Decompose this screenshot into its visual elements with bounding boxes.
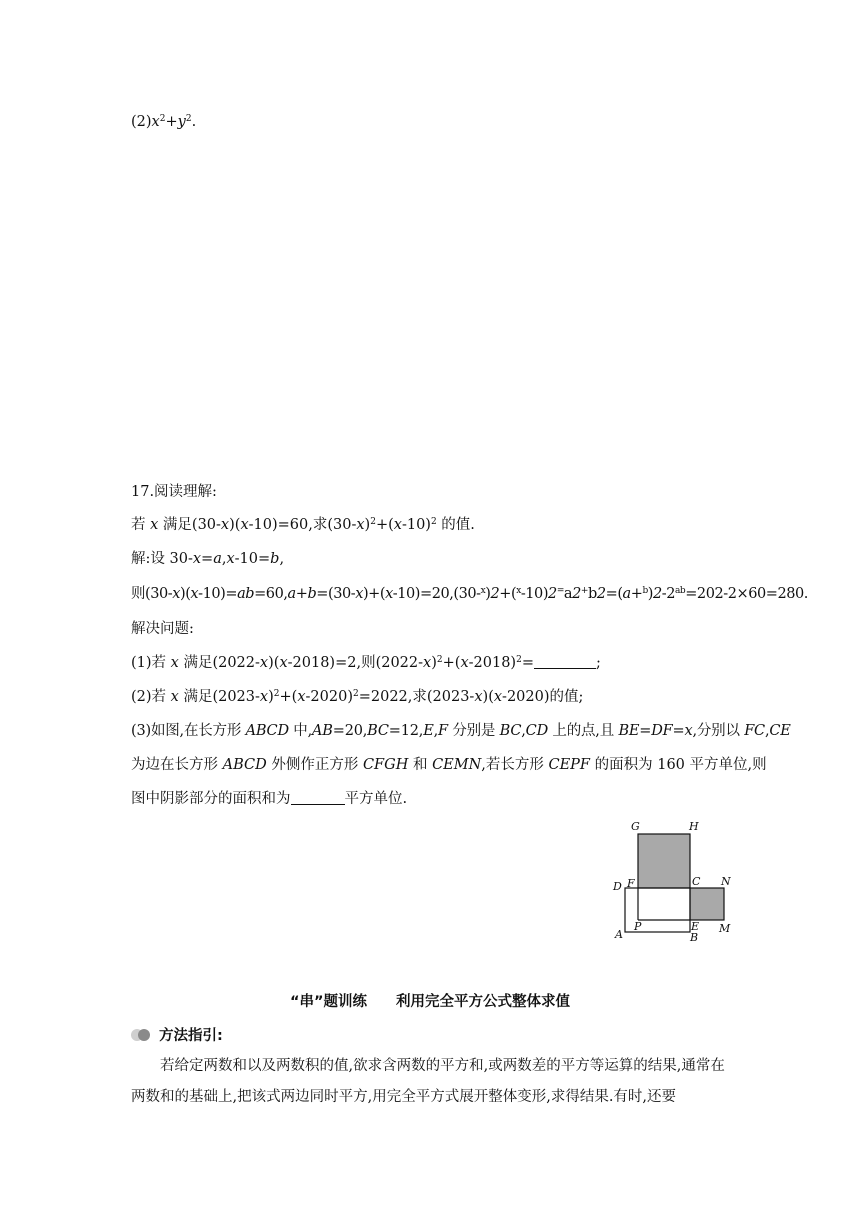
answer-blank[interactable]	[534, 654, 596, 669]
label-m: M	[719, 922, 731, 935]
label-g: G	[631, 820, 640, 833]
question-3-line-1: (3)如图,在长方形 ABCD 中,AB=20,BC=12,E,F 分别是 BC,CD 上的点,且 BE=DF=x,分别以 FC,CE	[131, 723, 791, 739]
answer-blank[interactable]	[291, 790, 345, 805]
square-cfgh	[638, 834, 690, 888]
label-h: H	[689, 820, 699, 833]
method-label: 方法指引:	[159, 1028, 223, 1044]
geometry-figure	[605, 814, 745, 944]
label-e: E	[691, 920, 700, 933]
square-cemn	[690, 888, 724, 920]
solution-setup: 解:设 30-x=a,x-10=b,	[131, 551, 285, 567]
part2-line: $(2)x^2+y^2$.	[131, 114, 197, 130]
label-d: D	[613, 880, 622, 893]
method-paragraph: 若给定两数和以及两数积的值,欲求含两数的平方和,或两数差的平方等运算的结果,通常在两数和的基础上,把该式两边同时平方,用完全平方式展开整体变形,求得结果.有时,还要	[131, 1058, 725, 1105]
question-3-line-2: 为边在长方形 ABCD 外侧作正方形 CFGH 和 CEMN,若长方形 CEPF 的面积为 160 平方单位,则	[131, 757, 767, 773]
label-p: P	[634, 920, 642, 933]
section-title: “串”题训练 利用完全平方公式整体求值	[289, 994, 571, 1010]
question-2: (2)若 x 满足$(2023-x)^2+(x-2020)^2=2022$,求(2023-x)(x-2020)的值;	[131, 689, 584, 705]
problem-given: 若 x 满足(30-x)(x-10)=60,求$(30-x)^2+(x-10)^2$ 的值.	[131, 517, 475, 533]
solve-heading: 解决问题:	[131, 621, 194, 637]
label-f: F	[627, 877, 635, 890]
question-1: (1)若 x 满足(2022-x)(x-2018)=2,则$(2022-x)^2+(x-2018)^2=$ ;	[131, 655, 601, 671]
method-heading	[131, 1024, 223, 1045]
label-a: A	[615, 928, 623, 941]
solution-derivation: 则$(30-x)(x-10)=ab=60,a+b=(30-x)+(x-10)=20,(30-^x)2+(^x-10)2^=a2^+b2=(a+^b)2-2^{ab}=202-2\times 60=280$.	[131, 586, 808, 602]
question-3-line-3: 图中阴影部分的面积和为 平方单位.	[131, 791, 408, 807]
bullet-dots-icon	[131, 1028, 153, 1042]
label-c: C	[692, 875, 701, 888]
label-n: N	[721, 875, 731, 888]
label-b: B	[690, 931, 699, 944]
problem-title: 17.阅读理解:	[131, 484, 217, 500]
